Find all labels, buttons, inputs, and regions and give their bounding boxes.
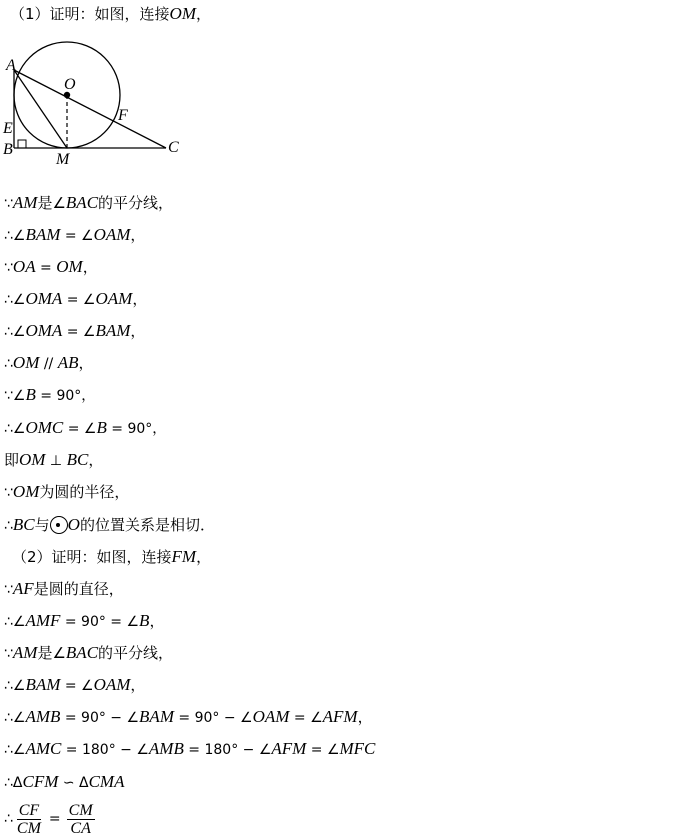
text-fragment: ， xyxy=(196,5,212,23)
math-term: B xyxy=(96,418,107,437)
math-term: AMF xyxy=(25,611,61,630)
math-term: AM xyxy=(12,193,38,212)
label-o: O xyxy=(64,76,76,93)
text-fragment: ， xyxy=(196,548,212,566)
text-fragment: ∵ xyxy=(4,646,13,662)
math-term: AM xyxy=(12,643,38,662)
text-fragment: ∴∠ xyxy=(4,614,26,630)
math-term: AFM xyxy=(322,707,358,726)
text-fragment: ， xyxy=(130,676,146,694)
math-term: OM xyxy=(56,257,83,276)
text-fragment: ∵ xyxy=(4,260,13,276)
text-fragment: ∴Δ xyxy=(4,775,23,791)
math-term: OM xyxy=(19,450,46,469)
text-fragment: = ∠ xyxy=(60,678,94,694)
text-fragment: ， xyxy=(132,290,148,308)
text-fragment: ∽ Δ xyxy=(58,775,89,791)
math-term: BC xyxy=(66,450,89,469)
text-fragment: ∴∠ xyxy=(4,710,26,726)
text-fragment: = ∠ xyxy=(306,742,340,758)
math-term: MFC xyxy=(339,739,376,758)
math-term: BAM xyxy=(25,675,61,694)
math-term: AMB xyxy=(148,739,184,758)
text-fragment: 是∠ xyxy=(37,194,66,212)
math-term: BAM xyxy=(139,707,174,726)
text-fragment: ， xyxy=(149,612,165,630)
proof-line xyxy=(4,256,98,279)
math-term: BAM xyxy=(95,321,131,340)
math-term: B xyxy=(25,385,36,404)
fraction-cm-ca xyxy=(67,802,95,837)
text-fragment: 的平分线， xyxy=(98,194,174,212)
text-fragment: ⊥ xyxy=(45,453,67,469)
text-fragment: ∵ xyxy=(4,582,13,598)
text-fragment: = 90° − ∠ xyxy=(173,710,253,726)
text-fragment: ∴∠ xyxy=(4,292,26,308)
text-fragment: ， xyxy=(88,451,104,469)
denominator: CA xyxy=(70,819,91,837)
math-term: CMA xyxy=(88,772,125,791)
text-fragment: = 90°， xyxy=(35,388,96,404)
math-term: CFM xyxy=(22,772,59,791)
math-term: OMA xyxy=(25,289,63,308)
math-term: OM xyxy=(169,4,196,23)
numerator: CM xyxy=(68,801,93,819)
proof-line xyxy=(4,352,94,375)
text-fragment: 即 xyxy=(4,451,20,469)
text-fragment: = ∠ xyxy=(62,324,96,340)
text-fragment: （2）证明：如图，连接 xyxy=(12,548,172,566)
proof-line xyxy=(10,3,211,25)
text-fragment: ， xyxy=(82,258,98,276)
right-angle-mark xyxy=(18,140,26,148)
proof-line xyxy=(4,320,145,343)
text-fragment: = 90° = ∠ xyxy=(60,614,140,630)
math-term: OAM xyxy=(93,675,131,694)
proof-line xyxy=(4,449,103,472)
math-term: BAC xyxy=(65,643,99,662)
text-fragment: = ∠ xyxy=(60,228,94,244)
text-fragment: ∵∠ xyxy=(4,388,26,404)
proof-line xyxy=(4,514,215,537)
text-fragment: ， xyxy=(130,226,146,244)
text-fragment: ∴∠ xyxy=(4,228,26,244)
math-term: AMC xyxy=(25,739,62,758)
proof-line xyxy=(4,578,124,601)
label-b: B xyxy=(3,141,13,158)
text-fragment: 与 xyxy=(34,516,50,534)
text-fragment: ∴ xyxy=(4,518,13,534)
math-term: O xyxy=(67,515,80,534)
text-fragment: = ∠ xyxy=(62,292,96,308)
math-term: OAM xyxy=(252,707,290,726)
text-fragment: ∴∠ xyxy=(4,742,26,758)
proof-line xyxy=(4,224,145,247)
proof-line xyxy=(4,288,147,311)
math-term: OM xyxy=(12,482,40,501)
math-term: BC xyxy=(12,515,35,534)
text-fragment: = 180° − ∠ xyxy=(183,742,272,758)
text-fragment: = 180° − ∠ xyxy=(61,742,149,758)
label-a: A xyxy=(6,57,16,74)
label-f: F xyxy=(118,107,128,124)
text-fragment: 的位置关系是相切． xyxy=(79,516,215,534)
math-term: OA xyxy=(12,257,36,276)
segment-am xyxy=(14,70,67,148)
math-term: AB xyxy=(57,353,79,372)
proof-line xyxy=(4,384,95,407)
math-term: BAM xyxy=(25,225,61,244)
text-fragment: ∴∠ xyxy=(4,324,26,340)
text-fragment: 的平分线， xyxy=(98,644,174,662)
math-term: OMA xyxy=(25,321,63,340)
math-term: BAC xyxy=(65,193,99,212)
text-fragment: ， xyxy=(357,708,373,726)
math-term: OMC xyxy=(25,418,64,437)
proof-line xyxy=(4,642,173,665)
text-fragment: ∴∠ xyxy=(4,421,26,437)
text-fragment: ， xyxy=(130,322,146,340)
proof-line xyxy=(4,738,375,761)
fraction-cf-cm xyxy=(15,802,43,837)
therefore-symbol: ∴ xyxy=(4,811,13,827)
circle-dot-symbol xyxy=(50,516,68,534)
text-fragment: // xyxy=(39,356,58,372)
proof-line xyxy=(4,417,166,440)
math-term: AFM xyxy=(271,739,307,758)
math-term: OAM xyxy=(93,225,131,244)
label-c: C xyxy=(168,139,179,156)
text-fragment: ， xyxy=(78,354,94,372)
proof-line xyxy=(4,610,164,633)
numerator: CF xyxy=(18,801,40,819)
geometry-diagram xyxy=(0,38,200,173)
text-fragment: ∴ xyxy=(4,356,13,372)
math-term: AF xyxy=(12,579,34,598)
text-fragment: ∴∠ xyxy=(4,678,26,694)
text-fragment: 是圆的直径， xyxy=(33,580,124,598)
equals-sign: = xyxy=(48,811,61,827)
segment-ac xyxy=(14,70,166,148)
fraction-line xyxy=(4,800,97,838)
label-e: E xyxy=(3,120,13,137)
text-fragment: （1）证明：如图，连接 xyxy=(10,5,170,23)
text-fragment: = xyxy=(35,260,57,276)
text-fragment: = ∠ xyxy=(289,710,323,726)
math-term: FM xyxy=(171,547,197,566)
text-fragment: = ∠ xyxy=(63,421,97,437)
proof-line xyxy=(12,546,211,568)
text-fragment: = 90° − ∠ xyxy=(60,710,140,726)
text-fragment: 为圆的半径， xyxy=(39,483,130,501)
label-m: M xyxy=(56,151,70,168)
proof-line xyxy=(4,771,124,794)
proof-line xyxy=(4,674,145,697)
math-term: OAM xyxy=(95,289,133,308)
denominator: CM xyxy=(16,819,41,837)
text-fragment: ∵ xyxy=(4,196,13,212)
text-fragment: ∵ xyxy=(4,485,13,501)
math-term: AMB xyxy=(25,707,61,726)
math-term: B xyxy=(139,611,150,630)
proof-line xyxy=(4,192,173,215)
text-fragment: 是∠ xyxy=(37,644,66,662)
text-fragment: = 90°， xyxy=(106,421,167,437)
math-term: OM xyxy=(12,353,40,372)
proof-line xyxy=(4,481,129,504)
proof-line xyxy=(4,706,373,729)
